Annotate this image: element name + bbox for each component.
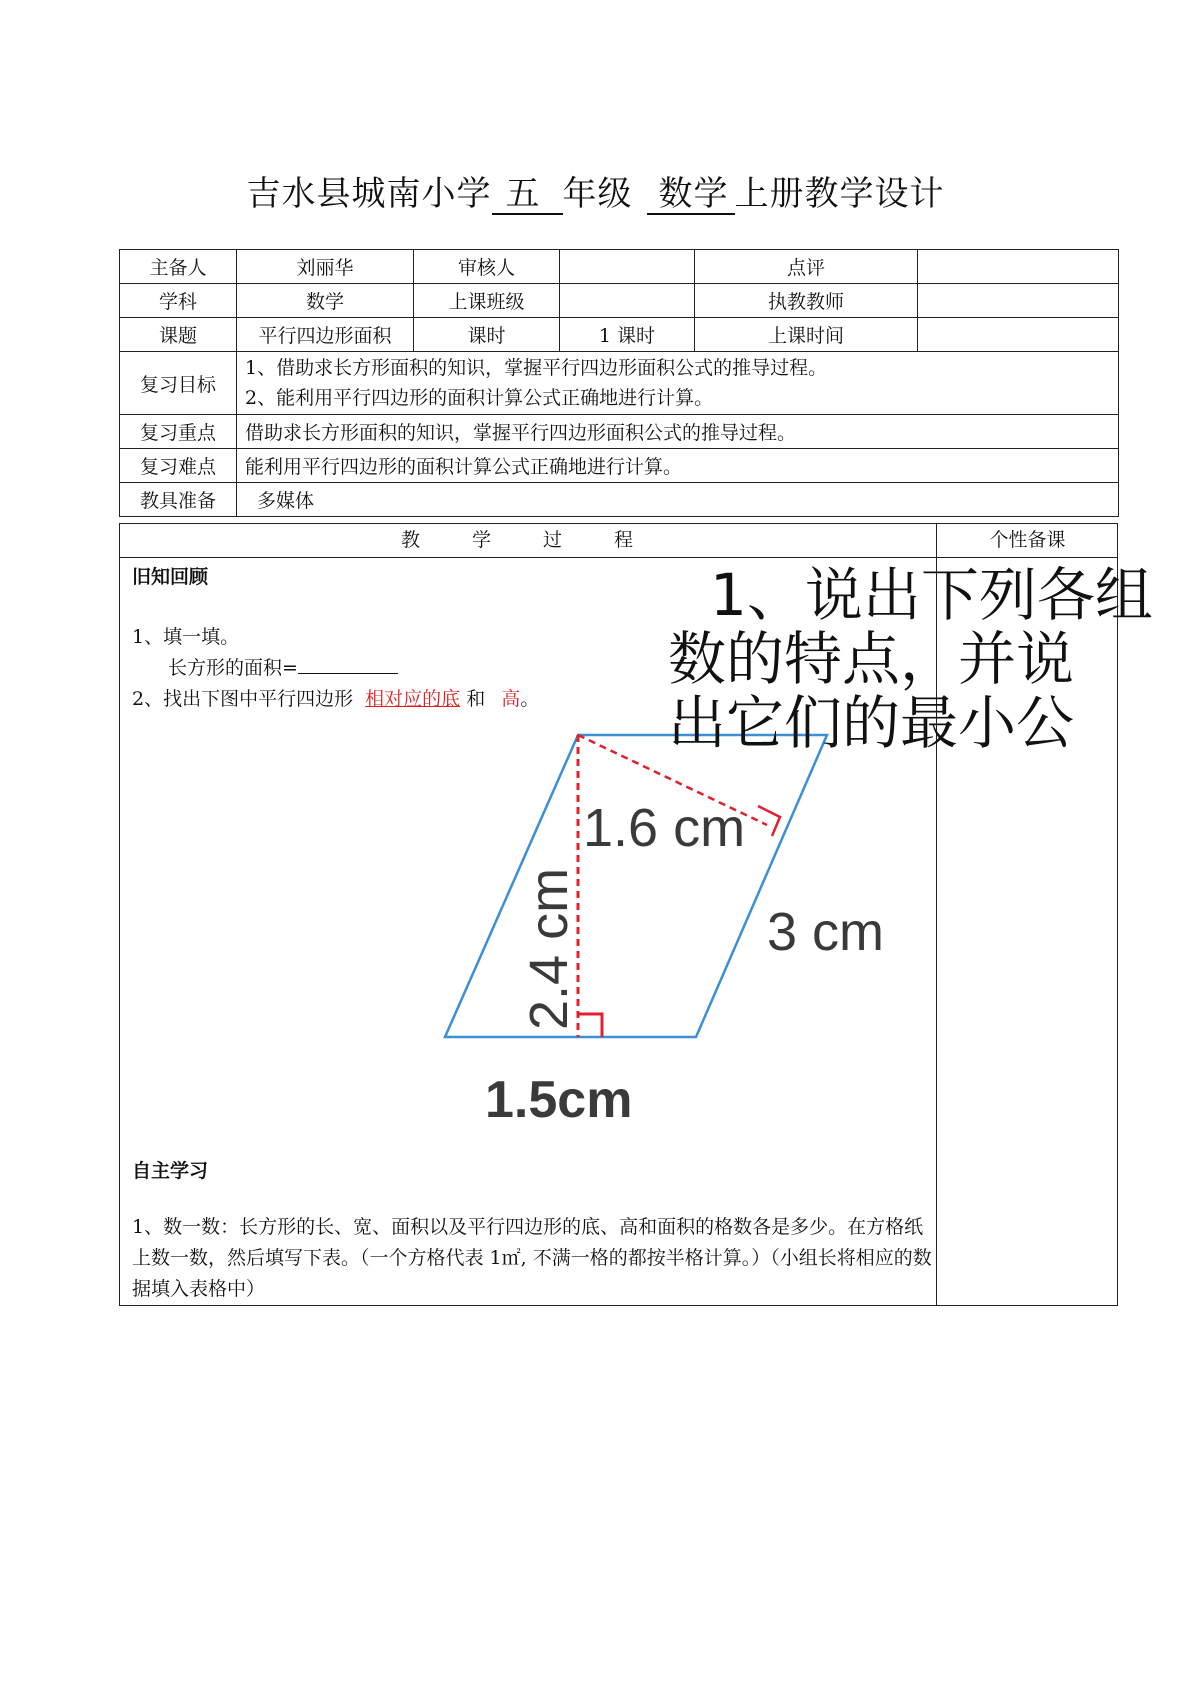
cell-reviewer-label: 审核人	[414, 250, 560, 284]
title-grade-suffix: 年级	[562, 174, 633, 214]
review-heading: 旧知回顾	[132, 566, 209, 588]
info-row-1	[120, 250, 1119, 284]
focus-row	[120, 415, 1119, 449]
cell-subject-label: 学科	[120, 284, 237, 318]
label-1-6cm: 1.6 cm	[583, 798, 746, 858]
question-2	[132, 684, 539, 711]
label-3cm: 3 cm	[767, 902, 885, 962]
right-angle-mark-bottom	[578, 1014, 602, 1037]
goals-label: 复习目标	[120, 352, 237, 415]
cell-preparer-value: 刘丽华	[237, 250, 414, 284]
self-study-text: 1、数一数：长方形的长、宽、面积以及平行四边形的底、高和面积的格数各是多少。在方格纸上数一数，然后填写下表。（一个方格代表 1㎡, 不满一格的都按半格计算。）（小组长将相应的数据填入表格中）	[132, 1216, 932, 1300]
goals-content	[237, 352, 1119, 415]
label-1-5cm: 1.5cm	[485, 1071, 633, 1129]
cell-preparer-label: 主备人	[120, 250, 237, 284]
difficulty-row	[120, 449, 1119, 483]
tools-row	[120, 483, 1119, 517]
title-subject: 数学	[647, 177, 735, 215]
label-2-4cm: 2.4 cm	[519, 867, 579, 1030]
cell-comment-value	[918, 250, 1119, 284]
goals-row	[120, 352, 1119, 415]
question-2-base: 相对应的底	[365, 688, 461, 710]
tools-label: 教具准备	[120, 483, 237, 517]
cell-reviewer-value	[560, 250, 695, 284]
cell-subject-value: 数学	[237, 284, 414, 318]
focus-content: 借助求长方形面积的知识，掌握平行四边形面积公式的推导过程。	[237, 415, 1119, 449]
tools-content: 多媒体	[237, 483, 1119, 517]
cell-period-value: 1 课时	[560, 318, 695, 352]
info-row-2	[120, 284, 1119, 318]
question-2-and: 和	[466, 688, 486, 710]
overlay-line-1: 1、说出下列各组	[710, 563, 1153, 629]
difficulty-content: 能利用平行四边形的面积计算公式正确地进行计算。	[237, 449, 1119, 483]
goal-1: 1、借助求长方形面积的知识，掌握平行四边形面积公式的推导过程。	[245, 357, 828, 379]
overlay-text	[668, 563, 1188, 753]
side-notes-header: 个性备课	[989, 529, 1066, 551]
overlay-line-2: 数的特点，并说	[668, 625, 1075, 693]
overlay-line-3: 出它们的最小公	[668, 689, 1075, 753]
question-1-sub	[168, 653, 398, 680]
parallelogram-figure	[430, 720, 930, 1130]
question-2-end: 。	[520, 688, 540, 710]
question-1: 1、填一填。	[132, 626, 240, 648]
cell-class-label: 上课班级	[414, 284, 560, 318]
answer-blank	[298, 657, 398, 674]
cell-class-value	[560, 284, 695, 318]
title-grade: 五	[492, 177, 563, 215]
cell-topic-value: 平行四边形面积	[237, 318, 414, 352]
right-angle-mark-side	[758, 806, 780, 836]
question-2-height: 高	[501, 688, 521, 710]
page-title	[0, 166, 1191, 215]
cell-time-value	[918, 318, 1119, 352]
difficulty-label: 复习难点	[120, 449, 237, 483]
info-table	[119, 249, 1119, 517]
cell-teacher-value	[918, 284, 1119, 318]
cell-topic-label: 课题	[120, 318, 237, 352]
cell-period-label: 课时	[414, 318, 560, 352]
process-header: 教学过程	[400, 529, 685, 551]
info-row-3	[120, 318, 1119, 352]
process-header-row	[120, 524, 1117, 558]
title-suffix: 上册教学设计	[734, 174, 945, 214]
question-1-sub-text: 长方形的面积=	[168, 657, 298, 679]
title-school: 吉水县城南小学	[246, 174, 492, 214]
question-2-prefix: 2、找出下图中平行四边形	[132, 688, 354, 710]
cell-teacher-label: 执教教师	[695, 284, 918, 318]
cell-time-label: 上课时间	[695, 318, 918, 352]
self-study-heading: 自主学习	[132, 1160, 209, 1182]
focus-label: 复习重点	[120, 415, 237, 449]
parallelogram-shape	[445, 735, 827, 1037]
cell-comment-label: 点评	[695, 250, 918, 284]
goal-2: 2、能利用平行四边形的面积计算公式正确地进行计算。	[245, 387, 714, 409]
